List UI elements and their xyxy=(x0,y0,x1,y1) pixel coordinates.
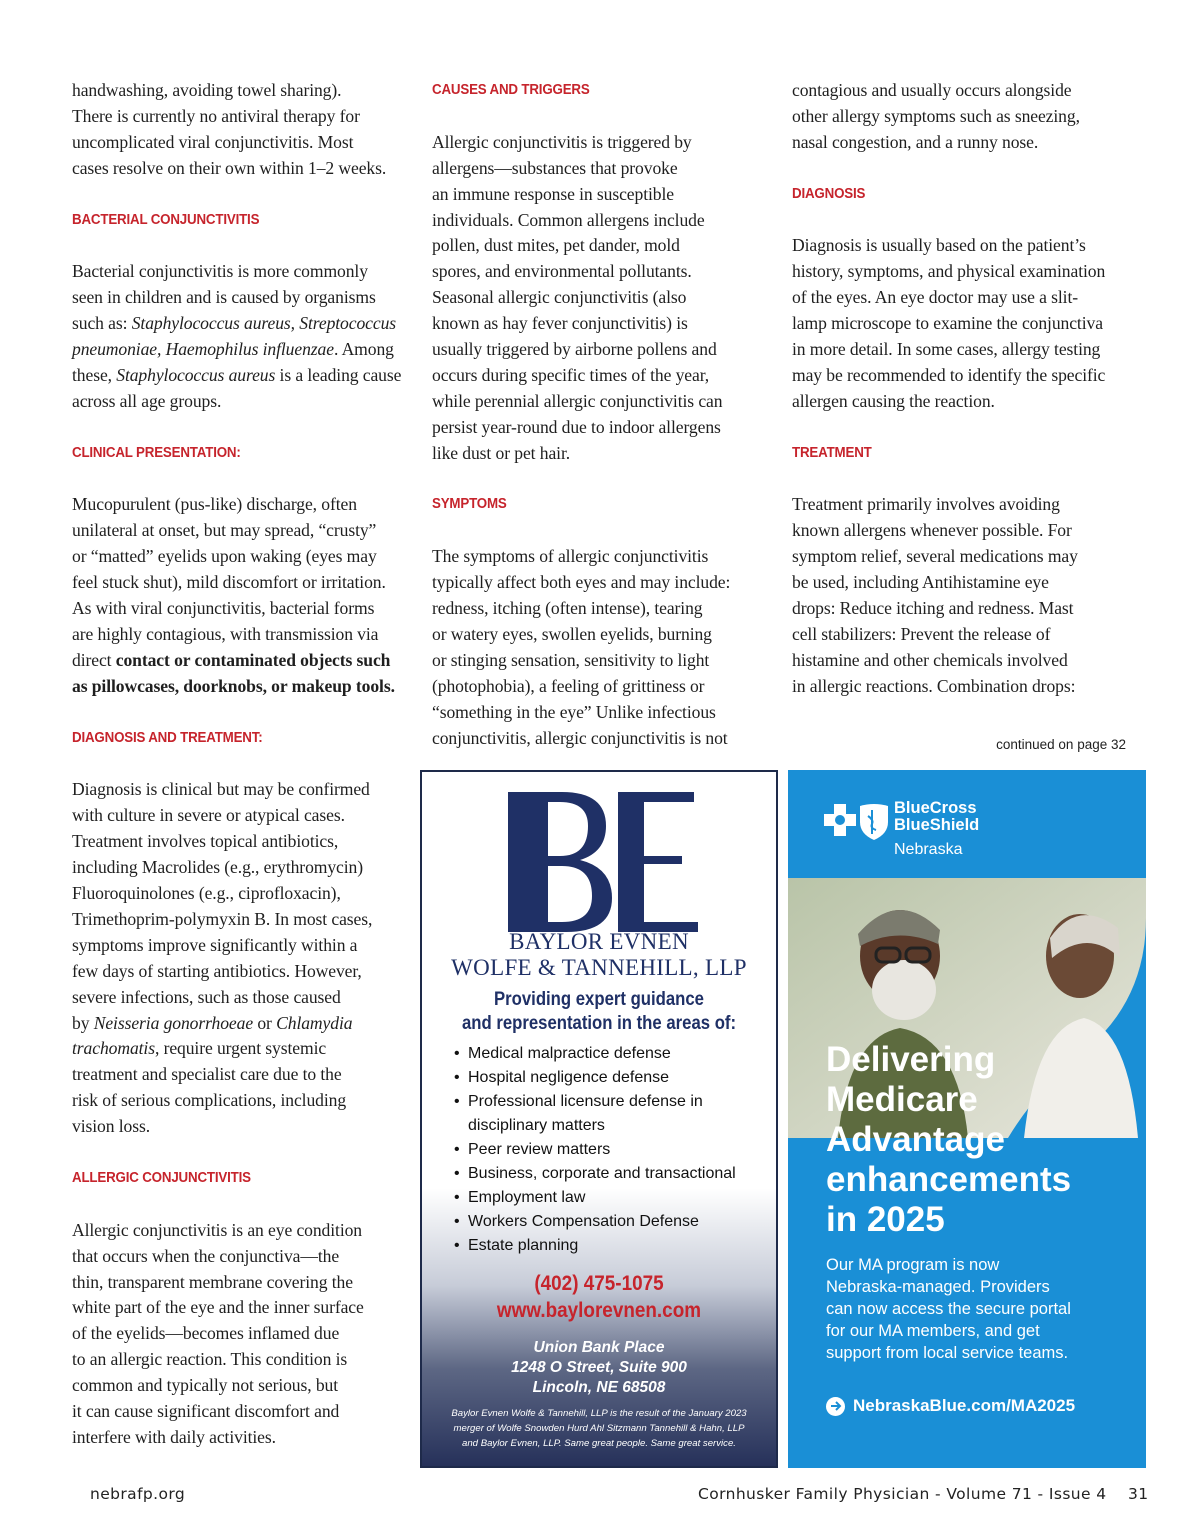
text-line: Treatment primarily involves avoiding xyxy=(792,494,1060,515)
text-line: that occurs when the conjunctiva—the xyxy=(72,1245,340,1266)
text-line: Diagnosis is clinical but may be confirmed xyxy=(72,779,370,800)
list-item-continuation: disciplinary matters xyxy=(468,1117,605,1134)
list-item: • Professional licensure defense in xyxy=(454,1090,774,1114)
headline-line: enhancements xyxy=(826,1160,1072,1199)
text-line: As with viral conjunctivitis, bacterial forms xyxy=(72,598,375,619)
text-line: in more detail. In some cases, allergy testing xyxy=(792,339,1101,360)
text-line: interfere with daily activities. xyxy=(72,1427,276,1447)
text-line: drops: Reduce itching and redness. Mast xyxy=(792,598,1074,619)
nebraskablue-link[interactable] xyxy=(826,1395,1075,1417)
text-line: or “matted” eyelids upon waking (eyes may xyxy=(72,546,377,567)
text-line: (photophobia), a feeling of grittiness or xyxy=(432,675,705,696)
text-line: Bacterial conjunctivitis is more commonly xyxy=(72,261,368,282)
text-line: feel stuck shut), mild discomfort or irritation. xyxy=(72,572,386,593)
body-line: support from local service teams. xyxy=(826,1344,1069,1362)
text-line: Fluoroquinolones (e.g., ciprofloxacin), xyxy=(72,883,341,903)
baylor-evnen-ad[interactable] xyxy=(420,770,778,1468)
contact-block xyxy=(440,1270,759,1324)
tagline-line2: and representation in the areas of: xyxy=(461,1013,737,1034)
text-line: “something in the eye” Unlike infectious xyxy=(432,701,716,722)
body-line: Our MA program is now xyxy=(826,1256,1000,1274)
headline-line: Delivering xyxy=(826,1040,996,1079)
text-line: or stinging sensation, sensitivity to light xyxy=(432,649,710,670)
column-2 xyxy=(432,78,768,752)
text-line: vision loss. xyxy=(72,1116,150,1137)
page-number: 31 xyxy=(1128,1485,1149,1503)
text-line: are highly contagious, with transmission via xyxy=(72,623,379,644)
list-item: • Employment law xyxy=(454,1186,774,1210)
text-line: seen in children and is caused by organisms xyxy=(72,287,376,308)
website-link[interactable]: www.baylorevnen.com xyxy=(496,1299,702,1322)
tagline-line1: Providing expert guidance xyxy=(494,989,704,1010)
text-line: or watery eyes, swollen eyelids, burning xyxy=(432,623,712,644)
headline-line: Advantage xyxy=(826,1120,1005,1159)
bcbs-ad[interactable] xyxy=(788,770,1146,1468)
footer-site[interactable]: nebrafp.org xyxy=(90,1485,186,1503)
text-line: like dust or pet hair. xyxy=(432,442,571,463)
address-line: Lincoln, NE 68508 xyxy=(532,1379,666,1396)
address-block xyxy=(422,1338,776,1398)
text-line: common and typically not serious, but xyxy=(72,1375,339,1396)
text-line: known allergens whenever possible. For xyxy=(792,520,1072,541)
section-heading-bacterial: BACTERIAL CONJUNCTIVITIS xyxy=(72,211,260,228)
merger-line: Baylor Evnen Wolfe & Tannehill, LLP is the result of the January 2023 xyxy=(451,1408,747,1419)
text-line: treatment and specialist care due to the xyxy=(72,1064,342,1085)
section-heading-causes: CAUSES AND TRIGGERS xyxy=(432,82,590,98)
text-line: while perennial allergic conjunctivitis can xyxy=(432,390,723,411)
text-line: risk of serious complications, including xyxy=(72,1090,347,1111)
text-line: symptoms improve significantly within a xyxy=(72,934,358,955)
body-line: Nebraska-managed. Providers xyxy=(826,1278,1050,1296)
section-heading-diagnosis-treatment: DIAGNOSIS AND TREATMENT: xyxy=(72,729,263,746)
text-line: few days of starting antibiotics. However, xyxy=(72,960,362,981)
text-line: allergens—substances that provoke xyxy=(432,157,678,178)
text-line: Treatment involves topical antibiotics, xyxy=(72,831,339,852)
text-line: uncomplicated viral conjunctivitis. Most xyxy=(72,131,354,152)
body-line: can now access the secure portal xyxy=(826,1300,1071,1318)
list-item: • Hospital negligence defense xyxy=(454,1066,774,1090)
list-item: • Estate planning xyxy=(454,1234,774,1258)
arrow-right-icon xyxy=(826,1397,845,1416)
text-line: trachomatis, require urgent systemic xyxy=(72,1038,327,1059)
firm-name-line2: WOLFE & TANNEHILL, LLP xyxy=(451,955,747,980)
text-line: There is currently no antiviral therapy for xyxy=(72,105,360,126)
section-heading-treatment: TREATMENT xyxy=(792,444,872,461)
address-line: Union Bank Place xyxy=(533,1339,665,1356)
bcbs-state: Nebraska xyxy=(894,841,963,858)
list-item: • Business, corporate and transactional xyxy=(454,1162,774,1186)
text-line: such as: Staphylococcus aureus, Streptococcus xyxy=(72,313,397,334)
text-line: to an allergic reaction. This condition is xyxy=(72,1349,348,1370)
text-line: in allergic reactions. Combination drops: xyxy=(792,675,1076,696)
text-line: lamp microscope to examine the conjunctiva xyxy=(792,313,1103,334)
continued-note: continued on page 32 xyxy=(996,737,1126,752)
text-line: thin, transparent membrane covering the xyxy=(72,1271,353,1292)
list-item: • Peer review matters xyxy=(454,1138,774,1162)
headline-line: Medicare xyxy=(826,1080,978,1119)
firm-name-line1: BAYLOR EVNEN xyxy=(509,929,689,954)
text-line: be used, including Antihistamine eye xyxy=(792,572,1049,593)
text-line: cell stabilizers: Prevent the release of xyxy=(792,623,1051,644)
brand-line: BlueShield xyxy=(894,816,980,834)
brand-line: BlueCross xyxy=(894,799,977,817)
text-line: usually triggered by airborne pollens and xyxy=(432,339,717,360)
text-line: of the eyelids—becomes inflamed due xyxy=(72,1323,340,1344)
text-line: may be recommended to identify the specific xyxy=(792,364,1106,385)
text-line: spores, and environmental pollutants. xyxy=(432,261,692,282)
text-line: individuals. Common allergens include xyxy=(432,209,705,230)
text-line: contagious and usually occurs alongside xyxy=(792,80,1072,100)
text-line: Seasonal allergic conjunctivitis (also xyxy=(432,287,687,308)
text-line: conjunctivitis, allergic conjunctivitis is not xyxy=(432,727,728,748)
text-line: Diagnosis is usually based on the patient’s xyxy=(792,235,1086,256)
text-line: white part of the eye and the inner surface xyxy=(72,1297,364,1318)
text-line: occurs during specific times of the year, xyxy=(432,364,710,385)
text-line: with culture in severe or atypical cases. xyxy=(72,805,345,826)
text-line: unilateral at onset, but may spread, “crusty” xyxy=(72,520,377,541)
text-line: Allergic conjunctivitis is an eye condition xyxy=(72,1219,363,1240)
text-line: Mucopurulent (pus-like) discharge, often xyxy=(72,494,357,515)
text-line: direct contact or contaminated objects such xyxy=(72,649,391,670)
merger-line: and Baylor Evnen, LLP. Same great people. Same great service. xyxy=(462,1438,736,1449)
text-line: pollen, dust mites, pet dander, mold xyxy=(432,235,680,256)
text-line: these, Staphylococcus aureus is a leading cause xyxy=(72,364,402,385)
section-heading-clinical: CLINICAL PRESENTATION: xyxy=(72,444,241,461)
text-line: other allergy symptoms such as sneezing, xyxy=(792,105,1080,126)
services-list xyxy=(454,1042,774,1258)
merger-line: merger of Wolfe Snowden Hurd Ahl Sitzmann Tannehill & Hahn, LLP xyxy=(453,1423,745,1434)
text-line: The symptoms of allergic conjunctivitis xyxy=(432,546,709,567)
body-line: for our MA members, and get xyxy=(826,1322,1040,1340)
text-line: redness, itching (often intense), tearing xyxy=(432,598,703,619)
text-line: cases resolve on their own within 1–2 weeks. xyxy=(72,157,387,178)
text-line: histamine and other chemicals involved xyxy=(792,649,1068,670)
merger-note xyxy=(436,1406,762,1451)
text-line: typically affect both eyes and may include: xyxy=(432,572,731,593)
text-line: across all age groups. xyxy=(72,390,222,411)
headline-line: in 2025 xyxy=(826,1200,945,1239)
text-line: persist year-round due to indoor allergens xyxy=(432,416,721,437)
link-text: NebraskaBlue.com/MA2025 xyxy=(853,1396,1076,1415)
column-1 xyxy=(72,78,412,1451)
text-line: by Neisseria gonorrhoeae or Chlamydia xyxy=(72,1012,353,1033)
ad-body-copy xyxy=(826,1254,1126,1364)
text-line: allergen causing the reaction. xyxy=(792,390,995,411)
text-line: severe infections, such as those caused xyxy=(72,986,341,1007)
text-line: including Macrolides (e.g., erythromycin) xyxy=(72,857,363,878)
section-heading-allergic: ALLERGIC CONJUNCTIVITIS xyxy=(72,1169,251,1186)
text-line: symptom relief, several medications may xyxy=(792,546,1078,567)
list-item: • Workers Compensation Defense xyxy=(454,1210,774,1234)
section-heading-symptoms: SYMPTOMS xyxy=(432,496,507,513)
address-line: 1248 O Street, Suite 900 xyxy=(511,1359,687,1376)
ad-headline xyxy=(826,1040,1136,1240)
text-line: history, symptoms, and physical examination xyxy=(792,261,1106,282)
text-line: an immune response in susceptible xyxy=(432,183,674,204)
text-line: it can cause significant discomfort and xyxy=(72,1401,340,1422)
text-line: Trimethoprim-polymyxin B. In most cases, xyxy=(72,908,373,929)
bcbs-brand-name xyxy=(894,800,979,834)
section-heading-diagnosis: DIAGNOSIS xyxy=(792,185,866,202)
text-line: handwashing, avoiding towel sharing). xyxy=(72,80,342,100)
text-line: known as hay fever conjunctivitis) is xyxy=(432,313,688,334)
text-line: of the eyes. An eye doctor may use a slit- xyxy=(792,287,1079,308)
text-line: nasal congestion, and a runny nose. xyxy=(792,131,1039,152)
text-line: pneumoniae, Haemophilus influenzae. Among xyxy=(72,339,394,360)
tagline xyxy=(443,988,755,1036)
list-item: • Medical malpractice defense xyxy=(454,1042,774,1066)
phone-number[interactable]: (402) 475-1075 xyxy=(534,1272,664,1295)
bcbs-cross-shield-icon xyxy=(824,800,888,840)
column-3 xyxy=(792,78,1132,700)
footer-publication: Cornhusker Family Physician - Volume 71 - Issue 4 xyxy=(698,1485,1107,1503)
text-line: Allergic conjunctivitis is triggered by xyxy=(432,131,692,152)
text-line: as pillowcases, doorknobs, or makeup tools. xyxy=(72,675,395,696)
